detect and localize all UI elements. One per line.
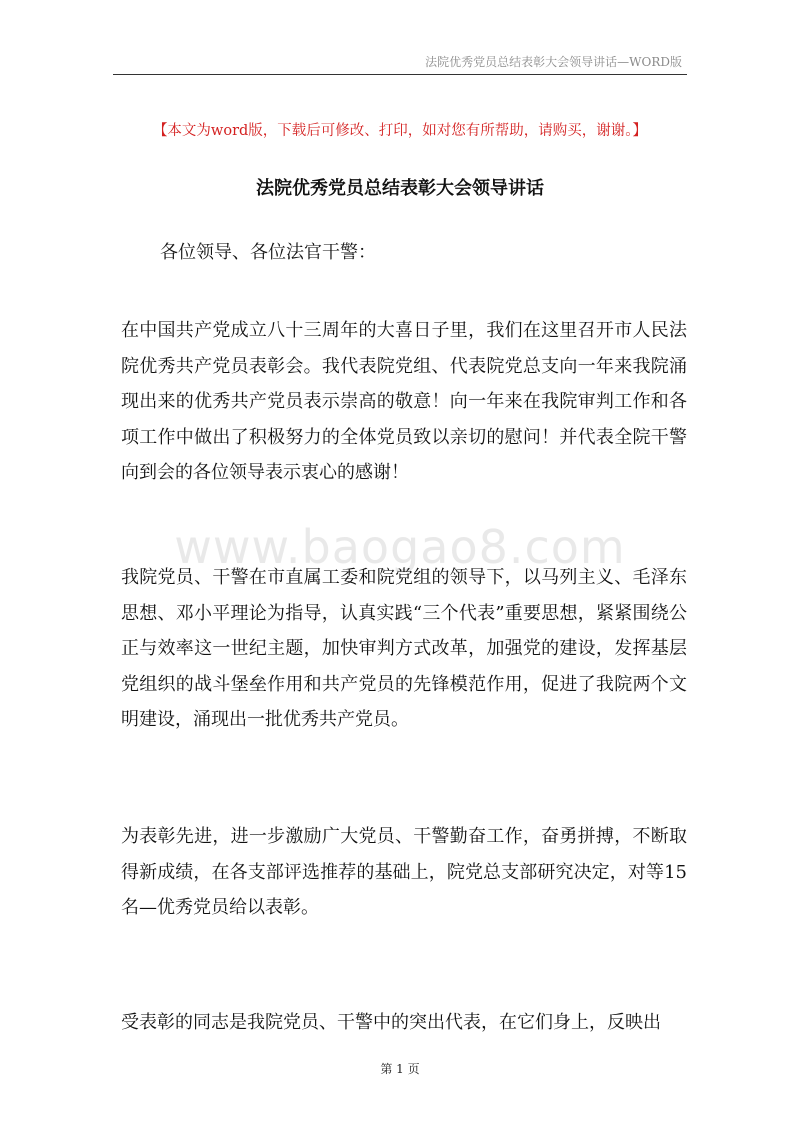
- paragraph-4: 受表彰的同志是我院党员、干警中的突出代表，在它们身上，反映出: [121, 1012, 661, 1033]
- watermark: www.baogao8.com: [174, 520, 626, 574]
- greeting-line: 各位领导、各位法官干警：: [160, 242, 376, 263]
- page-number: 第 1 页: [380, 1062, 420, 1076]
- running-header: 法院优秀党员总结表彰大会领导讲话—WORD版: [425, 55, 682, 69]
- download-notice: 【本文为word版，下载后可修改、打印，如对您有所帮助，请购买，谢谢。】: [152, 123, 648, 139]
- header-divider: [113, 74, 687, 75]
- paragraph-3: 为表彰先进，进一步激励广大党员、干警勤奋工作，奋勇拼搏，不断取得新成绩，在各支部评选推荐的基础上，院党总支部研究决定，对等15名—优秀党员给以表彰。: [121, 826, 687, 918]
- paragraph-1: 在中国共产党成立八十三周年的大喜日子里，我们在这里召开市人民法院优秀共产党员表彰会。我代表院党组、代表院党总支向一年来我院涌现出来的优秀共产党员表示崇高的敬意！向一年来在我院审判工作和各项工作中做出了积极努力的全体党员致以亲切的慰问！并代表全院干警向到会的各位领导表示衷心的感谢！: [121, 320, 687, 483]
- document-title: 法院优秀党员总结表彰大会领导讲话: [256, 178, 544, 199]
- paragraph-2: 我院党员、干警在市直属工委和院党组的领导下，以马列主义、毛泽东思想、邓小平理论为指导，认真实践“三个代表”重要思想，紧紧围绕公正与效率这一世纪主题，加快审判方式改革，加强党的建设，发挥基层党组织的战斗堡垒作用和共产党员的先锋模范作用，促进了我院两个文明建设，涌现出一批优秀共产党员。: [121, 567, 687, 730]
